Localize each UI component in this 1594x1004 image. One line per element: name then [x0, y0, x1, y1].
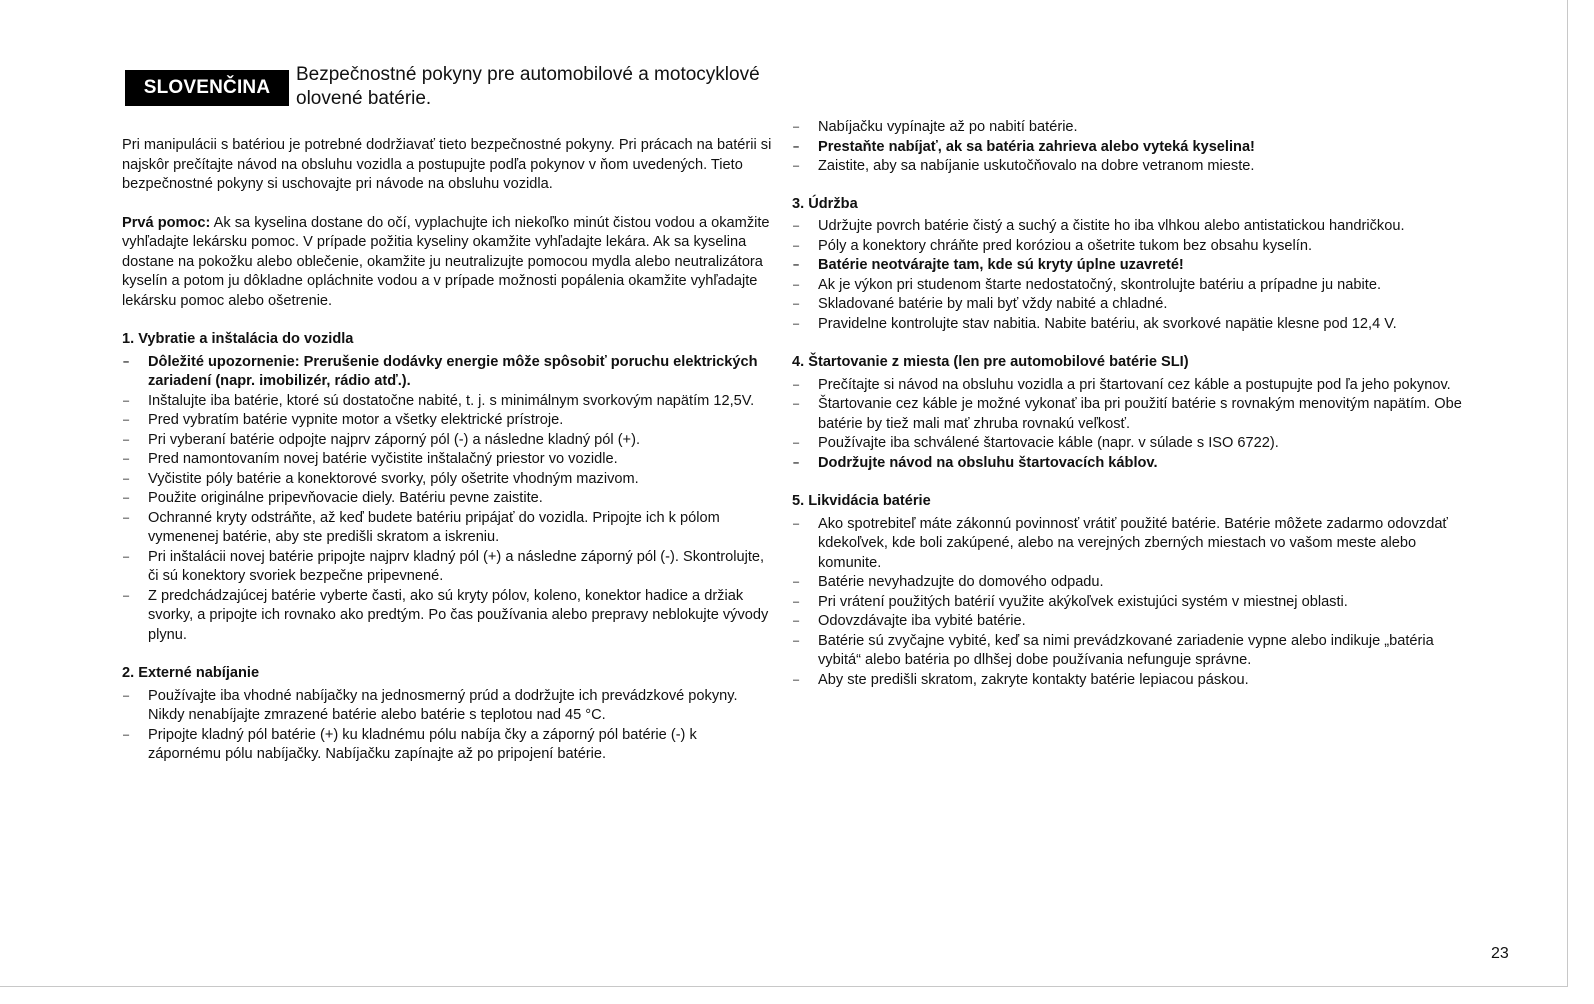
section-title: 4. Štartovanie z miesta (len pre automobilové batérie SLI) [792, 354, 1189, 370]
list-item: – Ak je výkon pri studenom štarte nedostatočný, skontrolujte batériu a prípadne ju nabite. [792, 276, 1472, 296]
left-column [122, 136, 772, 784]
section-title: 5. Likvidácia batérie [792, 493, 931, 509]
list-item: – Batérie neotvárajte tam, kde sú kryty úplne uzavreté! [792, 256, 1472, 276]
list-item: – Pred vybratím batérie vypnite motor a všetky elektrické prístroje. [122, 411, 772, 431]
section-list [792, 217, 1472, 334]
list-item: – Štartovanie cez káble je možné vykonať iba pri použití batérie s rovnakým menovitým napätím. Obe batérie by tiež mali mať zhruba rovnakú veľkosť. [792, 395, 1472, 434]
first-aid-text: Ak sa kyselina dostane do očí, vyplachujte ich niekoľko minút čistou vodou a okamžite vyhľadajte lekársku pomoc. V prípade požitia kyseliny okamžite vyhľadajte lekára. Ak sa kyselina dostane na pokožku alebo oblečenie, okamžite ju neutralizujte pomocou mydla alebo neutralizátora kyselín a potom ju dôkladne opláchnite vodou a v prípade možnosti popálenia okamžite vyhľadajte lekársku pomoc alebo ošetrenie. [122, 214, 770, 309]
list-item: – Vyčistite póly batérie a konektorové svorky, póly ošetrite vhodným mazivom. [122, 470, 772, 490]
list-item: – Pripojte kladný pól batérie (+) ku kladnému pólu nabíja čky a záporný pól batérie (-) k zápornému pólu nabíjačky. Nabíjačku zapínajte až po pripojení batérie. [122, 726, 772, 765]
list-item: – Dodržujte návod na obsluhu štartovacích káblov. [792, 454, 1472, 474]
list-item: – Póly a konektory chráňte pred koróziou a ošetrite tukom bez obsahu kyselín. [792, 237, 1472, 257]
section-jump-start [792, 353, 1472, 473]
language-badge: SLOVENČINA [125, 70, 289, 106]
section-title: 3. Údržba [792, 195, 858, 212]
list-item: – Pred namontovaním novej batérie vyčistite inštalačný priestor vo vozidle. [122, 450, 772, 470]
section-list [122, 687, 772, 765]
list-item: – Používajte iba vhodné nabíjačky na jednosmerný prúd a dodržujte ich prevádzkové pokyny. Nikdy nenabíjajte zmrazené batérie alebo batérie s teplotou nad 45 °C. [122, 687, 772, 726]
section-list [792, 376, 1472, 474]
list-item: – Inštalujte iba batérie, ktoré sú dostatočne nabité, t. j. s minimálnym svorkovým napätím 12,5V. [122, 392, 772, 412]
list-item: – Zaistite, aby sa nabíjanie uskutočňovalo na dobre vetranom mieste. [792, 157, 1472, 177]
list-item: – Pri inštalácii novej batérie pripojte najprv kladný pól (+) a následne záporný pól (-). Skontrolujte, či sú konektory svoriek bezpečne pripevnené. [122, 548, 772, 587]
first-aid-label: Prvá pomoc: [122, 214, 211, 231]
list-item: – Pri vrátení použitých batérií využite akýkoľvek existujúci systém v miestnej oblasti. [792, 593, 1472, 613]
list-item: – Odovzdávajte iba vybité batérie. [792, 612, 1472, 632]
list-item: – Dôležité upozornenie: Prerušenie dodávky energie môže spôsobiť poruchu elektrických zariadení (napr. imobilizér, rádio atď.). [122, 353, 772, 392]
page-number: 23 [1491, 945, 1509, 962]
section-removal-installation [122, 330, 772, 645]
charging-continued-list [792, 118, 1472, 177]
list-item: – Použite originálne pripevňovacie diely. Batériu pevne zaistite. [122, 489, 772, 509]
list-item: – Udržujte povrch batérie čistý a suchý a čistite ho iba vlhkou alebo antistatickou handričkou. [792, 217, 1472, 237]
list-item: – Ochranné kryty odstráňte, až keď budete batériu pripájať do vozidla. Pripojte ich k pólom vymenenej batérie, aby ste predišli skratom a iskreniu. [122, 509, 772, 548]
list-item: – Pravidelne kontrolujte stav nabitia. Nabite batériu, ak svorkové napätie klesne pod 12,4 V. [792, 315, 1472, 335]
document-title: Bezpečnostné pokyny pre automobilové a motocyklové olovené batérie. [296, 64, 760, 109]
section-disposal [792, 492, 1472, 690]
list-item: – Pri vyberaní batérie odpojte najprv záporný pól (-) a následne kladný pól (+). [122, 431, 772, 451]
list-item: – Prestaňte nabíjať, ak sa batéria zahrieva alebo vyteká kyselina! [792, 138, 1472, 158]
section-list [122, 353, 772, 646]
list-item: – Batérie nevyhadzujte do domového odpadu. [792, 573, 1472, 593]
section-title: 2. Externé nabíjanie [122, 665, 260, 681]
list-item: – Nabíjačku vypínajte až po nabití batérie. [792, 118, 1472, 138]
section-maintenance [792, 195, 1472, 335]
first-aid-paragraph [122, 214, 772, 312]
list-item: – Batérie sú zvyčajne vybité, keď sa nimi prevádzkované zariadenie vypne alebo indikuje „batéria vybitá“ alebo batéria po dlhšej dobe používania nefunguje správne. [792, 632, 1472, 671]
right-column [792, 118, 1472, 709]
intro-paragraph: Pri manipulácii s batériou je potrebné dodržiavať tieto bezpečnostné pokyny. Pri prácach na batérii si najskôr prečítajte návod na obsluhu vozidla a postupujte podľa pokynov v ňom uvedených. Tieto bezpečnostné pokyny si uschovajte pri návode na obsluhu vozidla. [122, 137, 772, 192]
list-item: – Ako spotrebiteľ máte zákonnú povinnosť vrátiť použité batérie. Batérie môžete zadarmo odovzdať kdekoľvek, kde boli zakúpené, alebo na verejných zberných miestach vo vašom meste alebo komunite. [792, 515, 1472, 574]
list-item: – Aby ste predišli skratom, zakryte kontakty batérie lepiacou páskou. [792, 671, 1472, 691]
list-item: – Z predchádzajúcej batérie vyberte časti, ako sú kryty pólov, koleno, konektor hadice a držiak svorky, a pripojte ich rovnako ako predtým. Po čas používania alebo prepravy neblokujte vývody plynu. [122, 587, 772, 646]
list-item: – Prečítajte si návod na obsluhu vozidla a pri štartovaní cez káble a postupujte pod ľa jeho pokynov. [792, 376, 1472, 396]
list-item: – Skladované batérie by mali byť vždy nabité a chladné. [792, 295, 1472, 315]
section-external-charging [122, 664, 772, 765]
section-list [792, 515, 1472, 691]
list-item: – Používajte iba schválené štartovacie káble (napr. v súlade s ISO 6722). [792, 434, 1472, 454]
page-header [125, 63, 785, 111]
section-title: 1. Vybratie a inštalácia do vozidla [122, 331, 354, 347]
